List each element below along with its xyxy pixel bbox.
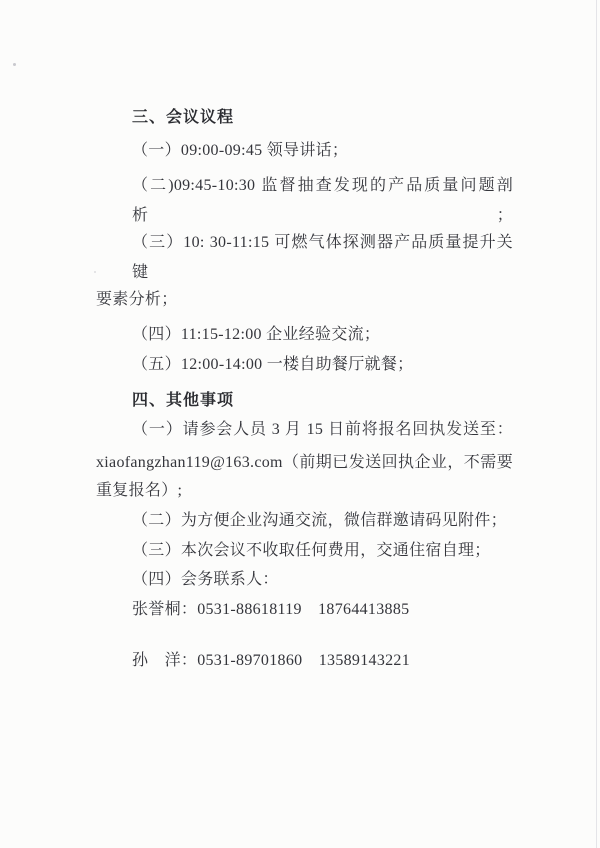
agenda-item-3-line2: 要素分析；	[96, 291, 178, 308]
agenda-item-4: （四）11:15-12:00 企业经验交流；	[132, 326, 381, 343]
contact-zhang: 张誉桐：0531-88618119 18764413885	[132, 601, 410, 618]
heading-other-matters: 四、其他事项	[132, 392, 235, 409]
agenda-item-1: （一）09:00-09:45 领导讲话；	[132, 142, 349, 159]
scan-speck	[13, 63, 16, 66]
other-item-1-line3: 重复报名）;	[96, 482, 183, 499]
scan-edge-shadow	[596, 0, 597, 848]
document-content	[96, 103, 513, 676]
contact-sun: 孙 洋：0531-89701860 13589143221	[132, 652, 411, 669]
other-item-2: （二）为方便企业沟通交流，微信群邀请码见附件；	[132, 512, 507, 529]
other-item-1-line2-email: xiaofangzhan119@163.com（前期已发送回执企业，不需要	[96, 454, 513, 471]
agenda-item-5: （五）12:00-14:00 一楼自助餐厅就餐；	[132, 356, 414, 373]
other-item-4: （四）会务联系人：	[132, 571, 279, 588]
heading-agenda: 三、会议议程	[132, 109, 235, 126]
agenda-item-2: （二)09:45-10:30 监督抽查发现的产品质量问题剖析；	[132, 177, 513, 224]
other-item-1-line1: （一）请参会人员 3 月 15 日前将报名回执发送至：	[132, 421, 513, 438]
agenda-item-3-line1: （三）10: 30-11:15 可燃气体探测器产品质量提升关键	[132, 234, 513, 281]
other-item-3: （三）本次会议不收取任何费用，交通住宿自理；	[132, 542, 491, 559]
